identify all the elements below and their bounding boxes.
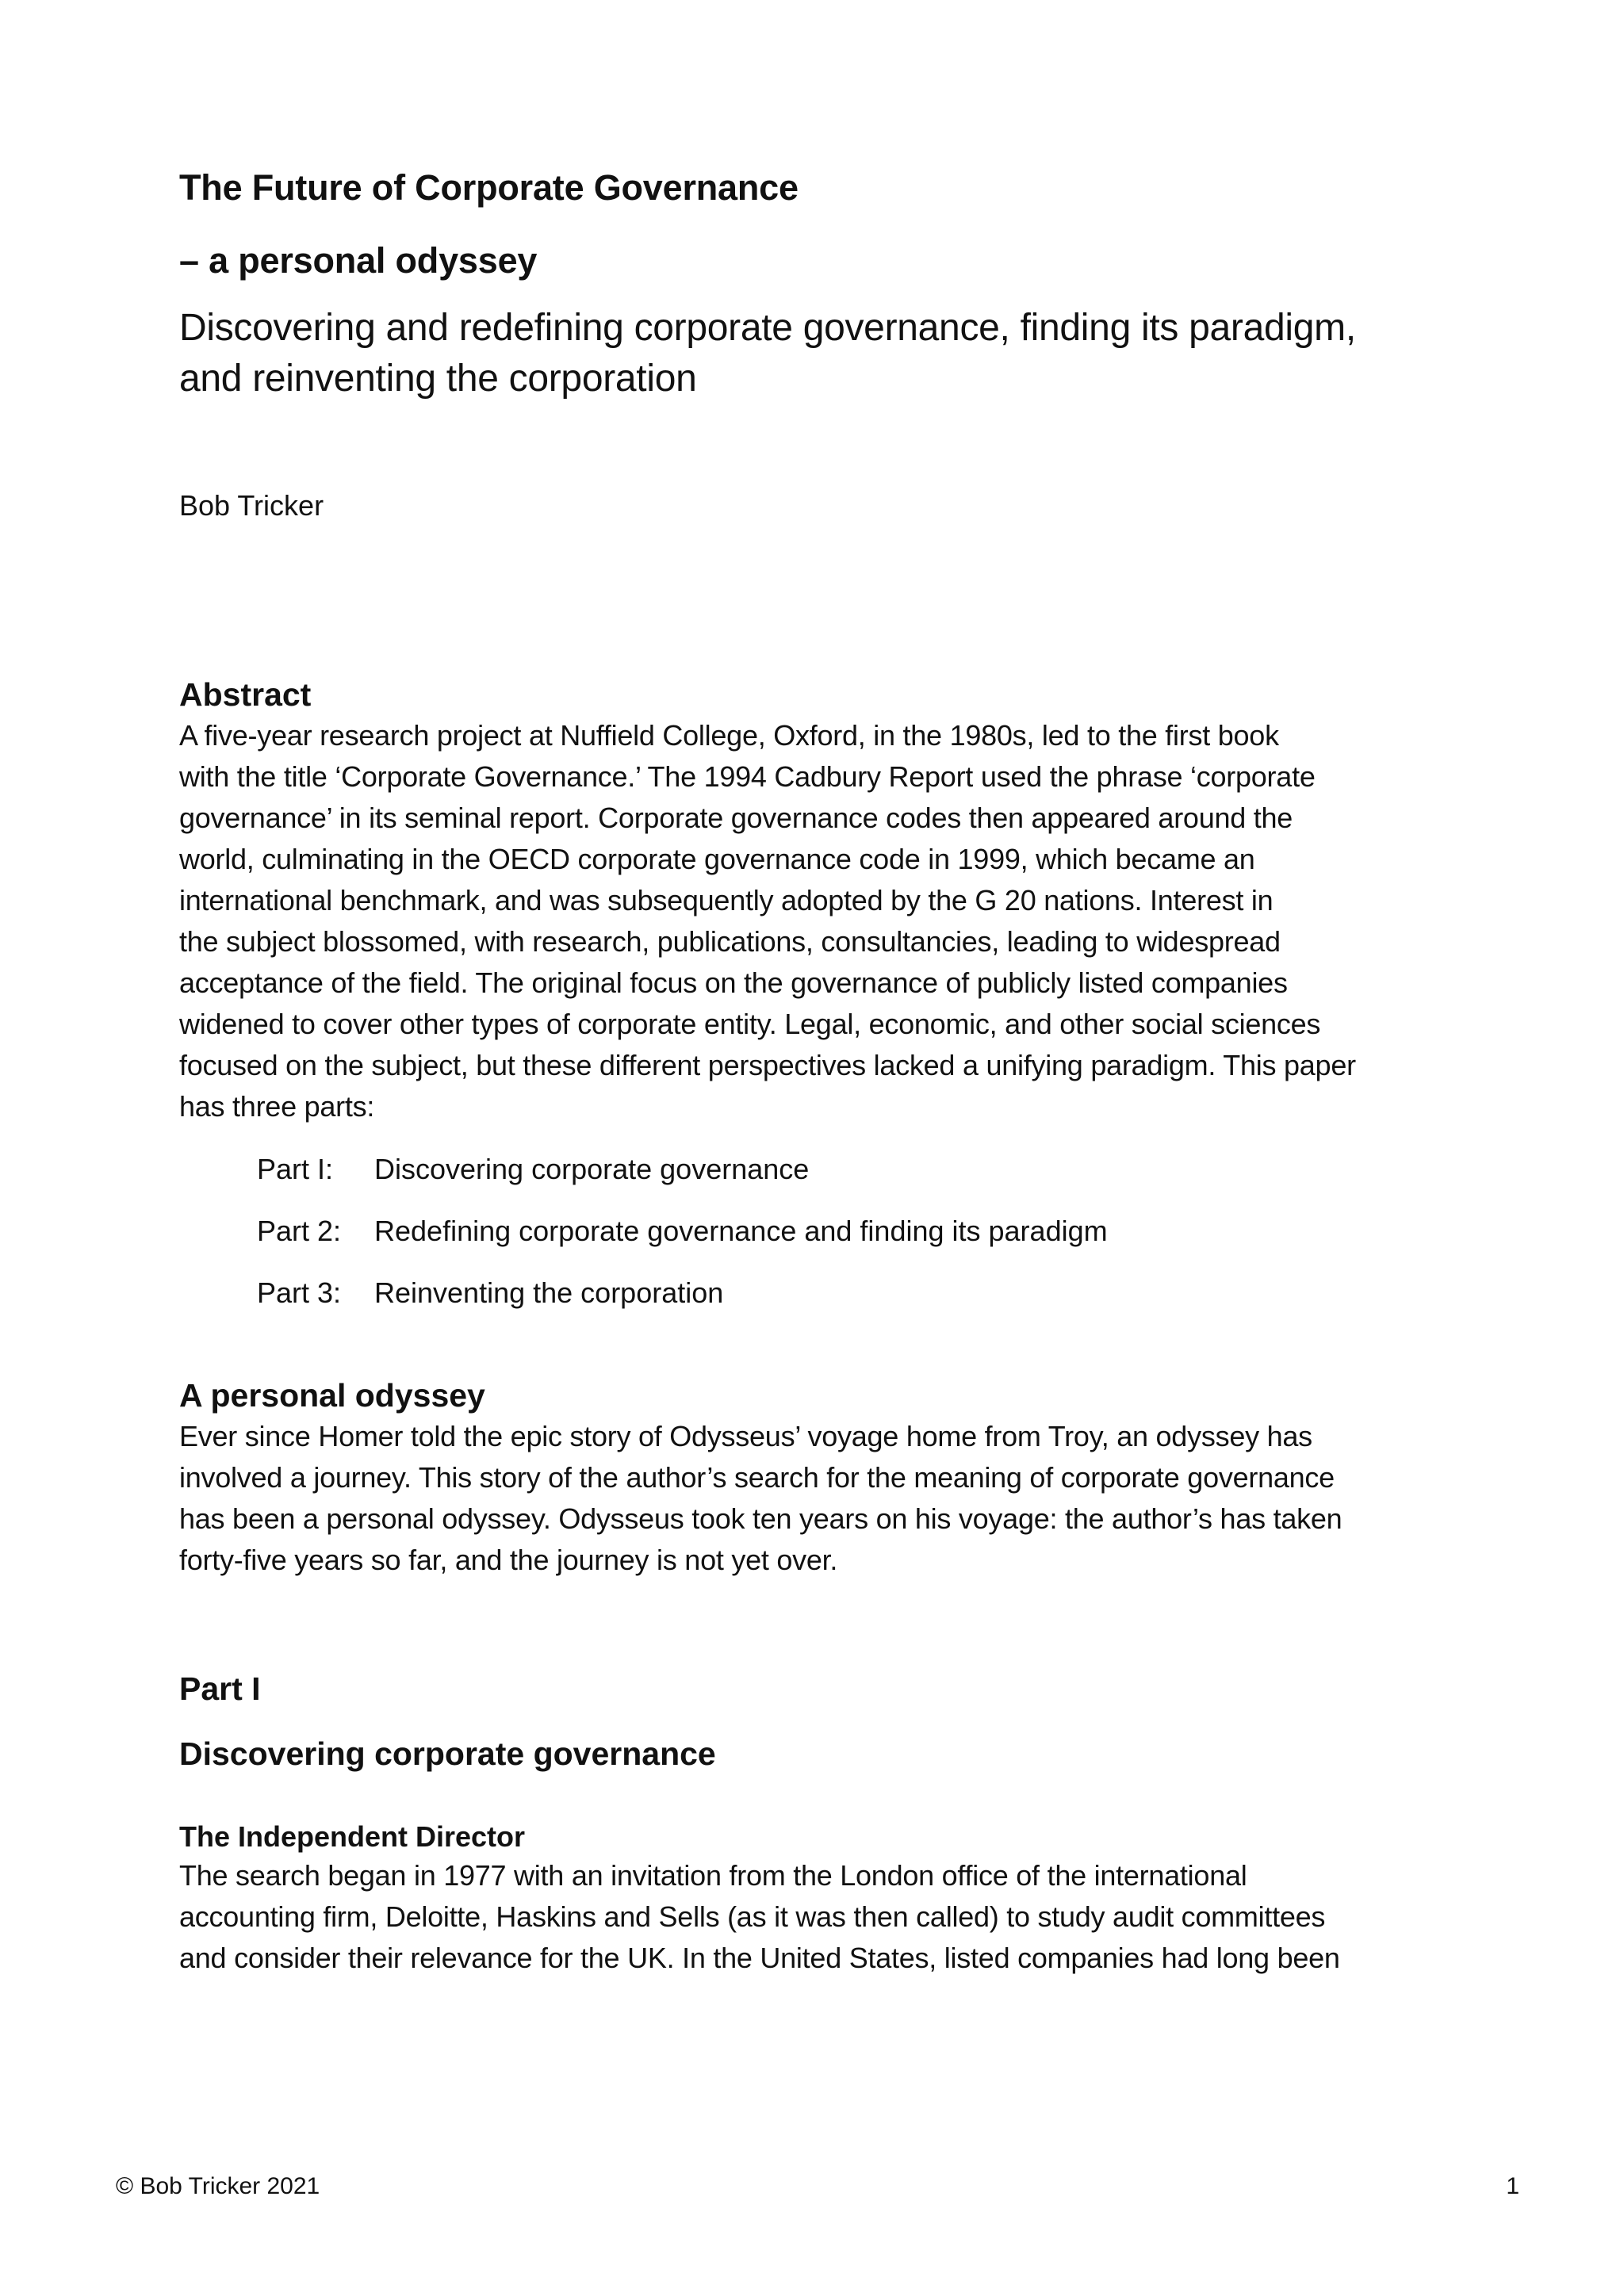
text-line: focused on the subject, but these different perspectives lacked a unifying paradigm. This paper <box>179 1049 1356 1081</box>
text-line: involved a journey. This story of the author’s search for the meaning of corporate governance <box>179 1461 1335 1494</box>
part-title: Reinventing the corporation <box>374 1276 724 1309</box>
document-title: The Future of Corporate Governance <box>179 167 799 208</box>
text-line: has three parts: <box>179 1090 375 1123</box>
text-line: has been a personal odyssey. Odysseus took ten years on his voyage: the author’s has taken <box>179 1502 1342 1535</box>
text-line: and consider their relevance for the UK. In the United States, listed companies had long been <box>179 1942 1340 1974</box>
subsection-heading: The Independent Director <box>179 1820 526 1853</box>
text-line: world, culminating in the OECD corporate governance code in 1999, which became an <box>179 843 1255 875</box>
text-line: the subject blossomed, with research, publications, consultancies, leading to widespread <box>179 925 1281 958</box>
text-line: international benchmark, and was subsequently adopted by the G 20 nations. Interest in <box>179 884 1274 916</box>
part-label: Part I: <box>257 1153 334 1185</box>
list-item <box>257 1275 1480 1311</box>
part-label: Part 2: <box>257 1215 342 1247</box>
list-item <box>257 1151 1480 1188</box>
document-subtitle <box>179 303 1480 404</box>
page-footer <box>116 2172 1519 2201</box>
odyssey-paragraph <box>179 1416 1480 1581</box>
page-number: 1 <box>1506 2173 1519 2199</box>
text-line: A five-year research project at Nuffield College, Oxford, in the 1980s, led to the first book <box>179 719 1279 752</box>
text-line: governance’ in its seminal report. Corporate governance codes then appeared around the <box>179 802 1293 834</box>
part-subheading: Discovering corporate governance <box>179 1735 716 1772</box>
abstract-heading: Abstract <box>179 676 312 713</box>
text-line: forty-five years so far, and the journey is not yet over. <box>179 1544 838 1576</box>
text-line: widened to cover other types of corporate entity. Legal, economic, and other social sciences <box>179 1008 1321 1040</box>
text-line: with the title ‘Corporate Governance.’ The 1994 Cadbury Report used the phrase ‘corporate <box>179 760 1316 793</box>
author-name: Bob Tricker <box>179 489 324 522</box>
parts-list <box>179 1151 1480 1311</box>
text-line: acceptance of the field. The original focus on the governance of publicly listed companies <box>179 966 1288 999</box>
text-line: The search began in 1977 with an invitation from the London office of the international <box>179 1859 1247 1892</box>
section-heading-odyssey: A personal odyssey <box>179 1377 485 1414</box>
part-label: Part 3: <box>257 1276 342 1309</box>
text-line: accounting firm, Deloitte, Haskins and Sells (as it was then called) to study audit committees <box>179 1900 1326 1933</box>
footer-copyright: © Bob Tricker 2021 <box>116 2173 320 2199</box>
part-title: Discovering corporate governance <box>374 1153 810 1185</box>
subtitle-line: and reinventing the corporation <box>179 358 697 400</box>
subtitle-line: Discovering and redefining corporate governance, finding its paradigm, <box>179 307 1356 349</box>
part-heading: Part I <box>179 1670 261 1707</box>
independent-director-paragraph <box>179 1855 1480 1979</box>
document-body <box>179 166 1480 1979</box>
text-line: Ever since Homer told the epic story of Odysseus’ voyage home from Troy, an odyssey has <box>179 1420 1312 1452</box>
document-title-line2: – a personal odyssey <box>179 240 538 281</box>
abstract-paragraph <box>179 715 1480 1127</box>
list-item <box>257 1213 1480 1249</box>
part-title: Redefining corporate governance and finding its paradigm <box>374 1215 1108 1247</box>
